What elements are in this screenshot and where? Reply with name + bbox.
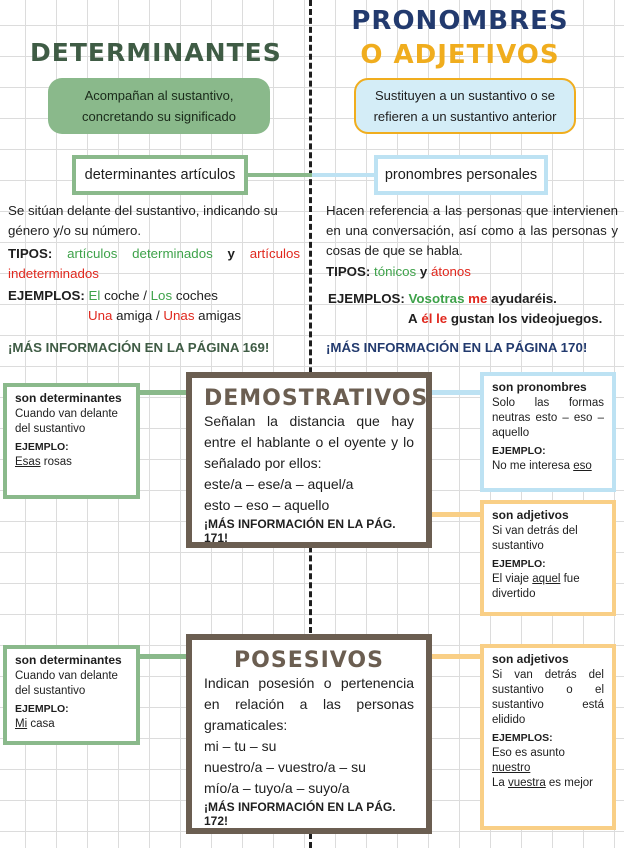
pronombres-definition <box>354 78 576 134</box>
pos-adjetivos-ex1-pre: Eso es asunto <box>492 747 565 759</box>
determinantes-definition <box>48 78 270 134</box>
articulos-info: ¡MÁS INFORMACIÓN EN LA PÁGINA 169! <box>8 340 270 355</box>
articulos-ex-el: El <box>88 288 101 303</box>
demo-pronombres-box <box>480 372 616 492</box>
demo-adjetivos-example <box>492 572 604 602</box>
personales-tipos-and: y <box>419 264 428 279</box>
demo-pronombres-title: son pronombres <box>492 380 587 394</box>
connector-articulos <box>248 173 312 177</box>
personales-tipos <box>326 262 618 282</box>
personales-ex-el: él <box>421 311 433 326</box>
personales-info: ¡MÁS INFORMACIÓN EN LA PÁGINA 170! <box>326 340 588 355</box>
demo-adjetivos-box <box>480 500 616 616</box>
articulos-ex-una: Una <box>88 308 113 323</box>
demo-pronombres-text: Solo las formas neutras esto – eso – aquello <box>492 397 604 439</box>
connector-demo-left <box>140 390 188 395</box>
demostrativos-title: DEMOSTRATIVOS <box>204 386 429 411</box>
pos-adjetivos-label: EJEMPLOS: <box>492 732 553 744</box>
articulos-tipos <box>8 244 300 284</box>
demostrativos-info: ¡MÁS INFORMACIÓN EN LA PÁG. 171! <box>204 517 396 545</box>
personales-tipos-label: TIPOS: <box>326 264 371 279</box>
adjetivos-title: O ADJETIVOS <box>360 40 560 70</box>
connector-personales <box>312 173 374 177</box>
demostrativos-description: Señalan la distancia que hay entre el hablante o el oyente y lo señalado por ellos: <box>204 413 414 471</box>
demo-determinantes-box <box>3 383 140 499</box>
personales-description: Hacen referencia a las personas que intervienen en una conversación, así como a las personas y cosas de que se habla. <box>326 203 618 258</box>
pronombres-definition-text: Sustituyen a un sustantivo o se refieren a un sustantivo anterior <box>373 88 557 124</box>
pos-adjetivos-example-1 <box>492 746 604 776</box>
demo-adjetivos-text: Si van detrás del sustantivo <box>492 525 578 552</box>
connector-pos-left <box>140 654 188 659</box>
pos-determinantes-label: EJEMPLO: <box>15 703 69 715</box>
posesivos-description: Indican posesión o pertenencia en relación a las personas gramaticales: <box>204 675 414 733</box>
personales-ex-a: A <box>408 311 418 326</box>
pronombres-title: PRONOMBRES <box>351 6 569 36</box>
determinantes-title: DETERMINANTES <box>30 38 282 67</box>
pos-adjetivos-ex2-pre: La <box>492 777 508 789</box>
connector-pos-right <box>430 654 482 659</box>
pos-determinantes-ex-rest: casa <box>27 718 55 730</box>
connector-demo-right-bottom <box>430 512 482 517</box>
posesivos-forms-1: mi – tu – su <box>204 738 277 754</box>
pos-adjetivos-title: son adjetivos <box>492 652 569 666</box>
demo-determinantes-text: Cuando van delante del sustantivo <box>15 408 118 435</box>
personales-ex-me: me <box>468 291 488 306</box>
demo-adjetivos-ex-word: aquel <box>532 573 561 585</box>
personales-ejemplos-label: EJEMPLOS: <box>328 291 405 306</box>
demo-pronombres-label: EJEMPLO: <box>492 445 546 457</box>
pos-determinantes-ex-word: Mi <box>15 718 28 730</box>
connector-demo-right-top <box>430 390 482 395</box>
pos-determinantes-box <box>3 645 140 745</box>
articulos-ejemplos-label: EJEMPLOS: <box>8 288 85 303</box>
demo-determinantes-label: EJEMPLO: <box>15 441 69 453</box>
pos-adjetivos-box <box>480 644 616 830</box>
articulos-tag: determinantes artículos <box>72 155 248 195</box>
posesivos-title: POSESIVOS <box>234 648 384 673</box>
posesivos-box <box>186 634 432 834</box>
articulos-tipo-determinados: artículos determinados <box>67 246 213 261</box>
articulos-ex-amiga: amiga / <box>116 308 160 323</box>
personales-tipo-tonicos: tónicos <box>374 264 417 279</box>
pos-adjetivos-ex2-rest: es mejor <box>545 777 594 789</box>
personales-ejemplo-2 <box>408 309 618 329</box>
personales-tipo-atonos: átonos <box>430 264 471 279</box>
articulos-ejemplo-1 <box>8 286 300 306</box>
articulos-ex-coche: coche / <box>104 288 147 303</box>
personales-ejemplo-1 <box>328 289 618 309</box>
posesivos-info: ¡MÁS INFORMACIÓN EN LA PÁG. 172! <box>204 800 396 828</box>
personales-ex-le: le <box>436 311 448 326</box>
pos-adjetivos-ex1-word: nuestro <box>492 762 531 774</box>
articulos-ex-los: Los <box>150 288 173 303</box>
demo-pronombres-ex-pre: No me interesa <box>492 460 574 472</box>
articulos-tipo-indeterminados: artículos indeterminados <box>8 246 300 281</box>
demo-pronombres-ex-word: eso <box>573 460 592 472</box>
pos-adjetivos-example-2 <box>492 776 604 791</box>
pos-determinantes-title: son determinantes <box>15 653 122 667</box>
demo-determinantes-example <box>15 455 128 470</box>
demostrativos-forms-1: este/a – ese/a – aquel/a <box>204 476 354 492</box>
articulos-ex-amigas: amigas <box>198 308 242 323</box>
personales-ex-vosotras: Vosotras <box>408 291 465 306</box>
demo-adjetivos-label: EJEMPLO: <box>492 558 546 570</box>
posesivos-forms-3: mío/a – tuyo/a – suyo/a <box>204 780 350 796</box>
demo-pronombres-example <box>492 459 604 474</box>
articulos-description: Se sitúan delante del sustantivo, indicando su género y/o su número. <box>8 203 278 238</box>
demo-determinantes-ex-rest: rosas <box>40 456 72 468</box>
pos-determinantes-example <box>15 717 128 732</box>
demo-adjetivos-title: son adjetivos <box>492 508 569 522</box>
articulos-ex-unas: Unas <box>163 308 195 323</box>
articulos-tipos-and: y <box>227 246 235 261</box>
demo-adjetivos-ex-pre: El viaje <box>492 573 533 585</box>
articulos-tipos-label: TIPOS: <box>8 246 53 261</box>
demostrativos-box <box>186 372 432 548</box>
articulos-ejemplo-2 <box>88 306 300 326</box>
posesivos-forms-2: nuestro/a – vuestro/a – su <box>204 759 366 775</box>
demo-adjetivos-ex-rest: fue divertido <box>492 573 580 600</box>
demo-determinantes-ex-word: Esas <box>15 456 41 468</box>
determinantes-definition-text: Acompañan al sustantivo, concretando su significado <box>82 88 236 124</box>
personales-ex-gustan: gustan los videojuegos. <box>450 311 603 326</box>
pos-determinantes-text: Cuando van delante del sustantivo <box>15 670 118 697</box>
demostrativos-forms-2: esto – eso – aquello <box>204 497 330 513</box>
personales-tag: pronombres personales <box>374 155 548 195</box>
articulos-ex-coches: coches <box>175 288 218 303</box>
pos-adjetivos-ex2-word: vuestra <box>508 777 546 789</box>
personales-ex-ayudareis: ayudaréis. <box>491 291 557 306</box>
demo-determinantes-title: son determinantes <box>15 391 122 405</box>
pos-adjetivos-text: Si van detrás del sustantivo o el sustantivo está elidido <box>492 669 604 726</box>
